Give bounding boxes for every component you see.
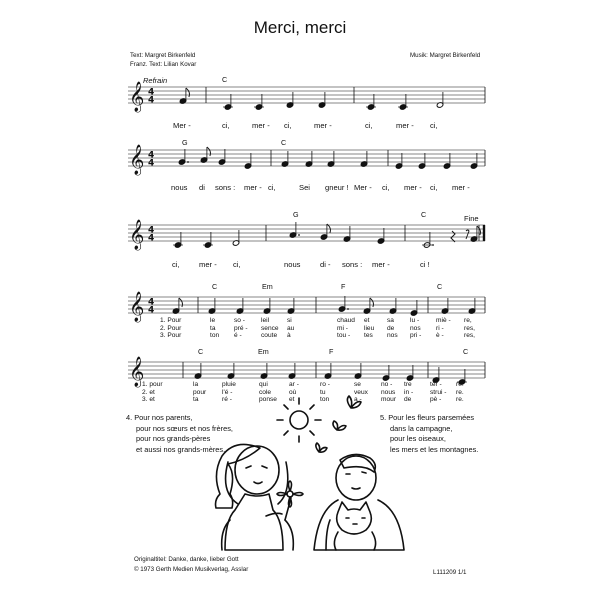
treble-clef-icon: 𝄞 bbox=[129, 357, 145, 387]
lyric-syllable: ri - bbox=[436, 324, 444, 332]
chord-symbol: G bbox=[293, 210, 299, 219]
lyric-syllable: nos bbox=[410, 324, 421, 332]
original-title: Originaltitel: Danke, danke, lieber Gott bbox=[134, 556, 239, 563]
lyric-syllable: pri - bbox=[410, 332, 422, 340]
chord-symbol: C bbox=[212, 282, 218, 291]
chord-symbol: F bbox=[341, 282, 346, 291]
lyric-syllable: ci ! bbox=[420, 260, 430, 269]
lyric-syllable: nous bbox=[284, 260, 301, 269]
lyric-syllable: sons : bbox=[215, 183, 236, 192]
lyric-syllable: mer - bbox=[314, 121, 332, 130]
lyric-syllable: Sei bbox=[299, 183, 310, 192]
refrain-label: Refrain bbox=[143, 76, 168, 85]
chord-symbol: C bbox=[463, 347, 469, 356]
lyric-syllable: re. bbox=[456, 396, 464, 404]
lyric-syllable: à bbox=[287, 332, 291, 340]
treble-clef-icon: 𝄞 bbox=[129, 220, 145, 250]
catalog-code: L111209 1/1 bbox=[433, 569, 467, 576]
lyric-syllable: sons : bbox=[342, 260, 363, 269]
lyric-syllable: miè - bbox=[436, 317, 451, 324]
lyric-syllable: au bbox=[287, 324, 295, 332]
lyric-syllable: nous bbox=[171, 183, 188, 192]
lyric-syllable: ta bbox=[210, 324, 216, 332]
butterfly-icon bbox=[316, 396, 361, 452]
lyric-syllable: so - bbox=[234, 317, 245, 324]
chord-symbol: C bbox=[222, 75, 228, 84]
time-signature-top: 4 bbox=[148, 87, 155, 98]
lyric-syllable: mi - bbox=[337, 324, 348, 332]
verse-4-line: pour nos grands-pères bbox=[136, 434, 211, 444]
lyric-syllable: ci, bbox=[382, 183, 390, 192]
lyric-syllable: ci, bbox=[222, 121, 230, 130]
lyric-syllable: mer - bbox=[404, 183, 422, 192]
lyric-syllable: ter - bbox=[430, 381, 442, 388]
lyric-syllable: cole bbox=[259, 388, 272, 396]
time-signature-bottom: 4 bbox=[148, 158, 155, 169]
lyric-syllable: la bbox=[193, 381, 199, 388]
lyric-syllable: mour bbox=[381, 396, 397, 404]
lyric-syllable: ci, bbox=[268, 183, 276, 192]
lyric-syllable: a - bbox=[354, 396, 362, 404]
lyric-syllable: res, bbox=[464, 324, 475, 332]
lyric-syllable: di bbox=[199, 183, 205, 192]
lyric-syllable: gneur ! bbox=[325, 183, 349, 192]
lyric-syllable: tu bbox=[320, 388, 326, 396]
lyric-syllable: se bbox=[354, 381, 361, 388]
lyric-syllable: l'é - bbox=[222, 388, 233, 396]
lyric-syllable: pè - bbox=[430, 396, 442, 404]
time-signature-bottom: 4 bbox=[148, 305, 155, 316]
cat-icon bbox=[334, 502, 375, 550]
treble-clef-icon: 𝄞 bbox=[129, 292, 145, 322]
chord-symbol: C bbox=[437, 282, 443, 291]
lyric-syllable: lieu bbox=[364, 324, 375, 332]
song-title: Merci, merci bbox=[253, 18, 347, 37]
lyric-syllable: ci, bbox=[284, 121, 292, 130]
lyric-syllable: chaud bbox=[337, 317, 355, 324]
lyric-syllable: où bbox=[289, 388, 297, 396]
lyric-syllable: coute bbox=[261, 332, 278, 340]
chord-symbol: C bbox=[421, 210, 427, 219]
lyric-syllable: tou - bbox=[337, 332, 351, 340]
lyric-syllable: 2. Pour bbox=[160, 324, 182, 332]
chord-symbol: F bbox=[329, 347, 334, 356]
lyric-syllable: tes bbox=[364, 332, 373, 340]
lyric-syllable: qui bbox=[259, 381, 268, 388]
lyric-syllable: ci, bbox=[430, 183, 438, 192]
verse-5-line: 5. Pour les fleurs parsemées bbox=[380, 413, 475, 422]
time-signature-top: 4 bbox=[148, 225, 155, 236]
lyric-syllable: de bbox=[387, 324, 395, 332]
chord-symbol: G bbox=[182, 138, 188, 147]
lyric-syllable: sence bbox=[261, 324, 279, 332]
lyric-syllable: et bbox=[364, 317, 370, 324]
lyric-syllable: lu - bbox=[410, 317, 420, 324]
lyric-syllable: mer - bbox=[452, 183, 470, 192]
lyric-syllable: mer - bbox=[199, 260, 217, 269]
lyric-syllable: re, bbox=[464, 317, 472, 324]
lyric-syllable: mer - bbox=[244, 183, 262, 192]
lyric-syllable: ci, bbox=[365, 121, 373, 130]
time-signature-top: 4 bbox=[148, 297, 155, 308]
chord-symbol: C bbox=[198, 347, 204, 356]
lyric-syllable: di - bbox=[320, 260, 331, 269]
lyric-syllable: ro - bbox=[320, 381, 330, 388]
verse-5-line: les mers et les montagnes. bbox=[390, 444, 479, 454]
verse-4-line: 4. Pour nos parents, bbox=[126, 413, 193, 422]
lyric-syllable: nos bbox=[387, 332, 398, 340]
lyric-syllable: ponse bbox=[259, 396, 277, 404]
sun-icon bbox=[277, 398, 321, 442]
lyric-syllable: re. bbox=[456, 388, 464, 396]
lyric-syllable: no - bbox=[381, 381, 393, 388]
lyric-syllable: 3. et bbox=[142, 396, 155, 404]
copyright: © 1973 Gerth Medien Musikverlag, Asslar bbox=[134, 566, 249, 573]
lyric-syllable: ton bbox=[210, 332, 220, 340]
lyric-syllable: Mer - bbox=[354, 183, 372, 192]
chord-symbol: Em bbox=[262, 282, 273, 291]
lyric-syllable: ré - bbox=[222, 396, 232, 404]
credit-text: Text: Margret Birkenfeld bbox=[130, 52, 196, 59]
lyric-syllable: é - bbox=[234, 332, 242, 340]
lyric-syllable: ton bbox=[320, 396, 330, 404]
lyric-syllable: re. bbox=[456, 381, 464, 388]
boy-figure bbox=[314, 454, 404, 550]
lyric-syllable: strui - bbox=[430, 388, 447, 396]
lyric-syllable: mer - bbox=[396, 121, 414, 130]
chord-symbol: C bbox=[281, 138, 287, 147]
lyric-syllable: ci, bbox=[233, 260, 241, 269]
lyric-syllable: veux bbox=[354, 388, 368, 396]
chord-symbol: Em bbox=[258, 347, 269, 356]
lyric-syllable: res, bbox=[464, 332, 475, 340]
time-signature-bottom: 4 bbox=[148, 95, 155, 106]
credit-music: Musik: Margret Birkenfeld bbox=[410, 52, 481, 59]
fine-label: Fine bbox=[464, 214, 479, 223]
lyric-syllable: leil bbox=[261, 317, 270, 324]
lyric-syllable: pluie bbox=[222, 381, 236, 388]
lyric-syllable: 3. Pour bbox=[160, 332, 182, 340]
lyric-syllable: pré - bbox=[234, 324, 248, 332]
lyric-syllable: mer - bbox=[372, 260, 390, 269]
lyric-syllable: et bbox=[289, 396, 295, 404]
treble-clef-icon: 𝄞 bbox=[129, 82, 145, 112]
lyric-syllable: le bbox=[210, 317, 216, 324]
lyric-syllable: 1. Pour bbox=[160, 317, 182, 324]
lyric-syllable: mer - bbox=[252, 121, 270, 130]
lyric-syllable: si bbox=[287, 317, 292, 324]
treble-clef-icon: 𝄞 bbox=[129, 145, 145, 175]
lyric-syllable: in - bbox=[404, 388, 414, 396]
lyric-syllable: ar - bbox=[289, 381, 299, 388]
girl-figure bbox=[216, 444, 294, 550]
lyric-syllable: 1. pour bbox=[142, 381, 163, 388]
time-signature-top: 4 bbox=[148, 150, 155, 161]
verse-4-line: pour nos sœurs et nos frères, bbox=[136, 423, 233, 433]
lyric-syllable: ta bbox=[193, 396, 199, 404]
lyric-syllable: de bbox=[404, 396, 412, 404]
lyric-syllable: ci, bbox=[172, 260, 180, 269]
credit-translation: Franz. Text: Lilian Kovar bbox=[130, 61, 197, 68]
lyric-syllable: ci, bbox=[430, 121, 438, 130]
lyric-syllable: sa bbox=[387, 317, 394, 324]
verse-5-line: dans la campagne, bbox=[390, 423, 453, 433]
lyric-syllable: 2. et bbox=[142, 388, 155, 396]
verse-5-line: pour les oiseaux, bbox=[390, 434, 446, 444]
time-signature-bottom: 4 bbox=[148, 233, 155, 244]
lyric-syllable: pour bbox=[193, 388, 207, 396]
lyric-syllable: Mer - bbox=[173, 121, 191, 130]
lyric-syllable: nous bbox=[381, 388, 396, 396]
lyric-syllable: tre bbox=[404, 381, 412, 388]
lyric-syllable: è - bbox=[436, 332, 444, 340]
verse-4-line: et aussi nos grands-mères. bbox=[136, 444, 226, 454]
